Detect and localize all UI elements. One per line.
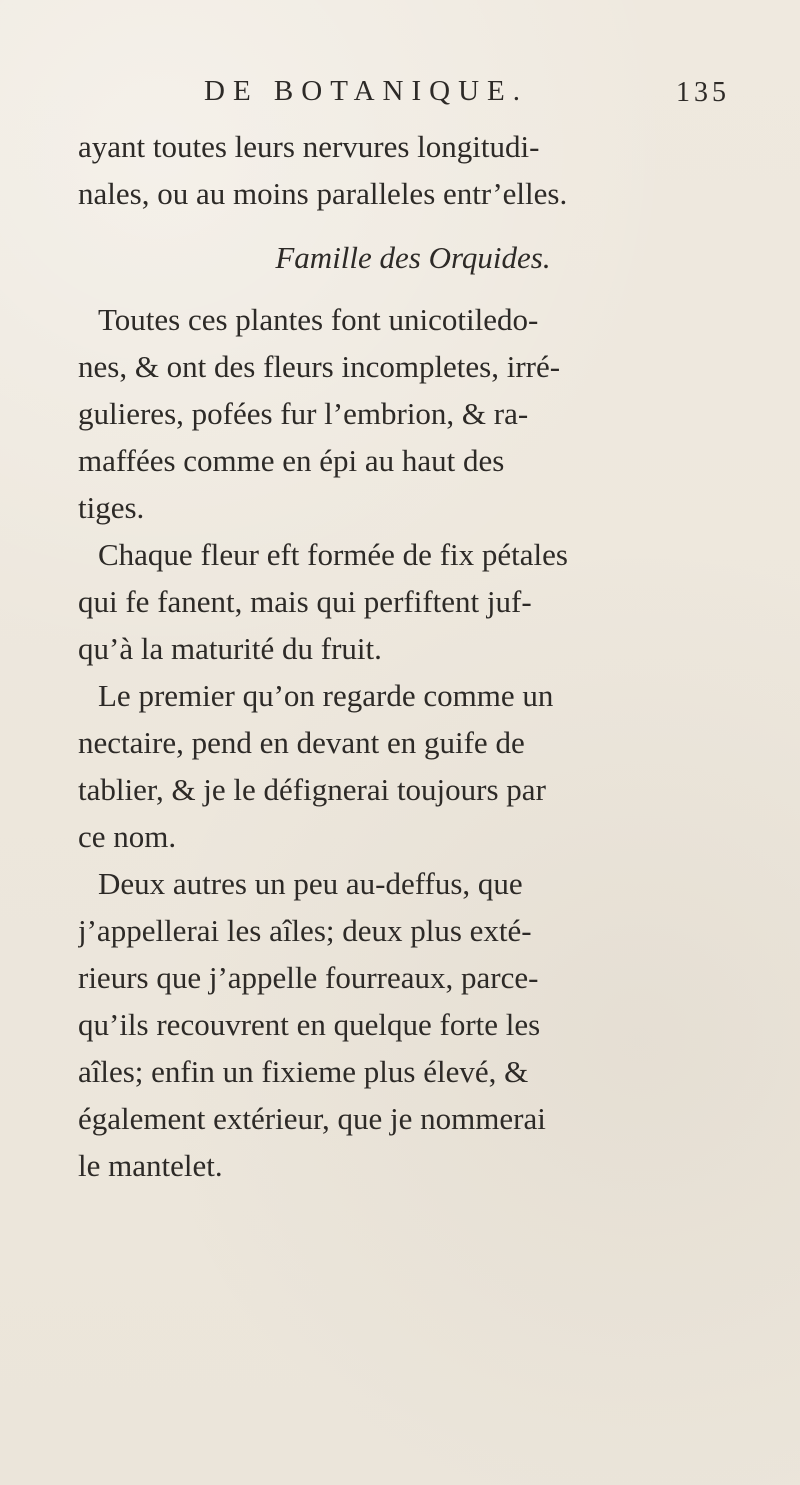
text-line-16: j’appellerai les aîles; deux plus exté- (78, 913, 532, 948)
text-line-21: le mantelet. (78, 1148, 223, 1183)
text-line-4: nes, & ont des fleurs incompletes, irré- (78, 349, 561, 384)
text-line-19: aîles; enfin un fixieme plus élevé, & (78, 1054, 529, 1089)
text-line-2: nales, ou au moins paralleles entr’elles. (78, 176, 568, 211)
text-line-12: nectaire, pend en devant en guife de (78, 725, 525, 760)
running-head: DE BOTANIQUE. (204, 75, 528, 107)
page-header (0, 65, 800, 115)
text-line-5: gulieres, pofées fur l’embrion, & ra- (78, 396, 529, 431)
text-line-11: Le premier qu’on regarde comme un (98, 678, 554, 713)
main-text (78, 123, 748, 1189)
text-line-3: Toutes ces plantes font unicotiledo- (98, 302, 539, 337)
text-line-8: Chaque fleur eft formée de fix pétales (98, 537, 568, 572)
text-line-17: rieurs que j’appelle fourreaux, parce- (78, 960, 539, 995)
section-heading: Famille des Orquides. (275, 240, 551, 275)
text-line-15: Deux autres un peu au-deffus, que (98, 866, 523, 901)
text-line-6: maffées comme en épi au haut des (78, 443, 505, 478)
text-line-13: tablier, & je le défignerai toujours par (78, 772, 546, 807)
page-number: 135 (676, 77, 730, 108)
text-line-18: qu’ils recouvrent en quelque forte les (78, 1007, 541, 1042)
text-line-20: également extérieur, que je nommerai (78, 1101, 546, 1136)
text-line-14: ce nom. (78, 819, 177, 854)
text-line-10: qu’à la maturité du fruit. (78, 631, 382, 666)
text-line-7: tiges. (78, 490, 145, 525)
text-line-9: qui fe fanent, mais qui perfiftent juf- (78, 584, 532, 619)
text-line-1: ayant toutes leurs nervures longitudi- (78, 129, 540, 164)
